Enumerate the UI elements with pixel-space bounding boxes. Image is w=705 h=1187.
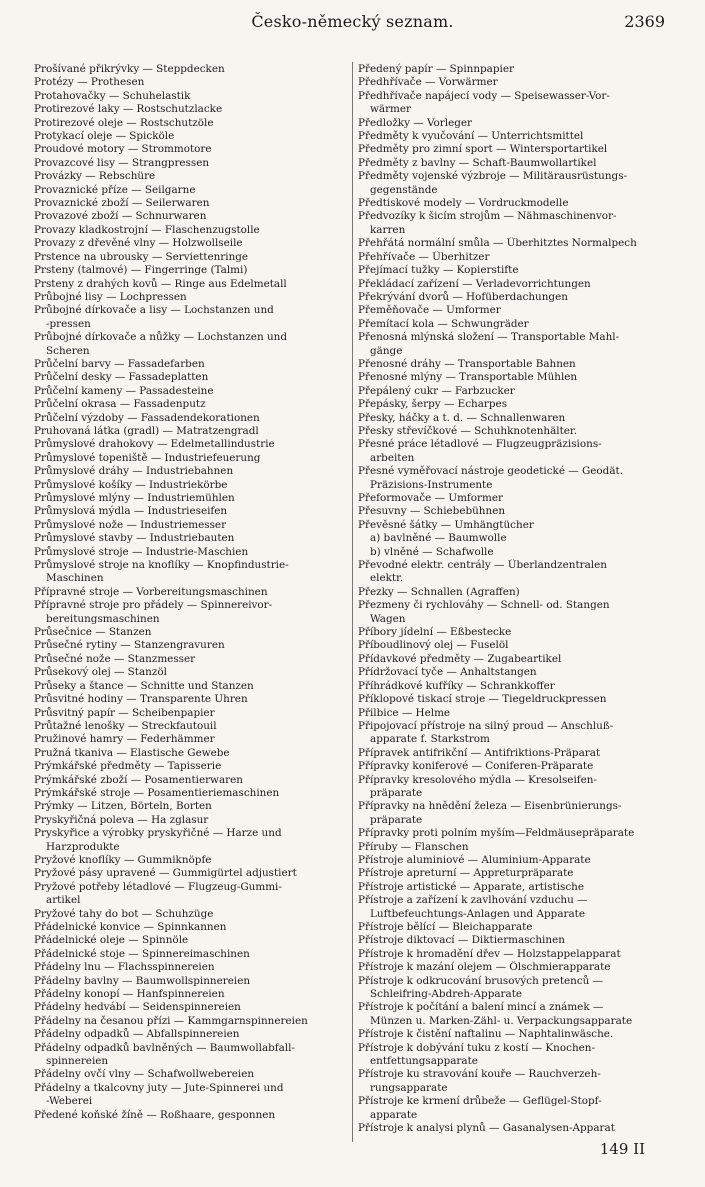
dictionary-entry: Přípravky kresolového mýdla — Kresolseifen-	[358, 773, 597, 786]
dictionary-entry: Přípravné stroje pro přádely — Spinnereivor-	[34, 599, 273, 612]
page-title: Česko-německý seznam.	[251, 12, 454, 31]
dictionary-entry: Prstence na ubrousky — Serviettenringe	[34, 250, 249, 263]
dictionary-entry: Průtažné lenošky — Streckfautouil	[34, 719, 217, 732]
dictionary-entry: Průmyslové stroje — Industrie-Maschien	[34, 545, 249, 558]
entry-continuation: karren	[370, 223, 406, 236]
dictionary-entry: Příboudlinový olej — Fuselöl	[358, 639, 509, 652]
dictionary-entry: Přípravky proti polním myším—Feldmäusepräparate	[358, 827, 635, 840]
dictionary-entry: Přádelnické konvice — Spinnkannen	[34, 921, 227, 933]
dictionary-entry: Průsekový olej — Stanzöl	[34, 666, 167, 679]
dictionary-entry: Přádelny a tkalcovny juty — Jute-Spinnerei und	[34, 1081, 284, 1094]
entry-continuation: Harzprodukte	[46, 840, 120, 853]
dictionary-entry: Pruhovaná látka (gradl) — Matratzengradl	[34, 424, 259, 437]
dictionary-entry: Pryskyřice a výrobky pryskyřičné — Harze und	[34, 827, 282, 840]
dictionary-entry: Přípravek antifrikční — Antifriktions-Präparat	[358, 746, 601, 759]
entry-continuation: elektr.	[370, 572, 404, 585]
entry-continuation: -pressen	[46, 317, 91, 330]
dictionary-entry: Přesné práce létadlové — Flugzeugpräzisions-	[358, 438, 602, 451]
dictionary-entry: Přehřátá normální smůla — Überhitztes Normalpech	[358, 237, 637, 250]
dictionary-entry: Provaznické příze — Seilgarne	[34, 183, 196, 196]
dictionary-entry: Předené koňské žíně — Roßhaare, gesponnen	[34, 1108, 276, 1121]
dictionary-entry: Provazcové lisy — Strangpressen	[34, 156, 210, 169]
dictionary-entry: Proudové motory — Strommotore	[34, 143, 212, 156]
dictionary-entry: Průsečnice — Stanzen	[34, 626, 152, 639]
dictionary-entry: Přemítací kola — Schwungräder	[358, 317, 529, 330]
dictionary-entry: Předhřívače napájecí vody — Speisewasser-Vor-	[358, 89, 610, 102]
dictionary-entry: Přeformovače — Umformer	[358, 492, 503, 504]
dictionary-entry: Provazy kladkostrojní — Flaschenzugstolle	[34, 223, 260, 236]
dictionary-entry: Přípravky koniferové — Coniferen-Präparate	[358, 760, 594, 773]
dictionary-entry: Průmyslové stavby — Industriebauten	[34, 532, 235, 545]
page-number: 2369	[624, 12, 665, 31]
column-divider	[352, 62, 353, 1142]
dictionary-entry: Průbojné dírkovače a nůžky — Lochstanzen und	[34, 331, 287, 344]
dictionary-entry: Přádelny lnu — Flachsspinnereien	[34, 961, 215, 974]
dictionary-entry: Předtiskové modely — Vordruckmodelle	[358, 197, 569, 210]
entry-continuation: entfettungsapparate	[370, 1055, 478, 1068]
dictionary-entry: Provázky — Rebschüre	[34, 170, 156, 183]
dictionary-entry: Přístroje k čistění naftalinu — Naphtalinwäsche.	[358, 1028, 614, 1041]
dictionary-entry: Průmyslové dráhy — Industriebahnen	[34, 465, 234, 478]
dictionary-entry: Příklopové tiskací stroje — Tiegeldruckpressen	[358, 693, 607, 706]
entry-continuation: Scheren	[46, 344, 90, 357]
dictionary-entry: Pryžové knoflíky — Gummiknöpfe	[34, 853, 212, 866]
dictionary-entry: Předený papír — Spinnpapier	[358, 63, 514, 75]
dictionary-entry: Prsteny z drahých kovů — Ringe aus Edelmetall	[34, 277, 287, 290]
dictionary-entry: Přenosné dráhy — Transportable Bahnen	[358, 357, 576, 370]
dictionary-entry: Přípravné stroje — Vorbereitungsmaschinen	[34, 585, 268, 598]
dictionary-entry: Příhrádkové kufříky — Schrankkoffer	[358, 679, 555, 692]
dictionary-entry: Připojovací přístroje na silný proud — Anschluß-	[358, 719, 614, 732]
dictionary-entry: Přádelny odpadků bavlněných — Baumwollabfall-	[34, 1041, 296, 1054]
dictionary-entry: Protirezové oleje — Rostschutzöle	[34, 116, 214, 129]
dictionary-entry: Provaznické zboží — Seilerwaren	[34, 197, 210, 210]
dictionary-entry: Přístroje ku stravování kouře — Rauchverzeh-	[358, 1068, 601, 1081]
dictionary-entry: Prýmkářské zboží — Posamentierwaren	[34, 773, 243, 786]
entry-continuation: apparate	[370, 1108, 418, 1121]
dictionary-entry: Přádelny konopí — Hanfspinnereien	[34, 988, 225, 1001]
dictionary-entry: Přístroje k mazání olejem — Ölschmierapparate	[358, 961, 611, 974]
dictionary-entry: Průčelní barvy — Fassadefarben	[34, 357, 205, 370]
dictionary-entry: Předměty vojenské výzbroje — Militärausrüstungs-	[358, 170, 628, 183]
dictionary-entry: Prošívané přikrývky — Steppdecken	[34, 63, 225, 75]
entry-continuation: Luftbefeuchtungs-Anlagen und Apparate	[370, 907, 586, 920]
dictionary-entry: Pryžové pásy upravené — Gummigürtel adjustiert	[34, 867, 297, 880]
dictionary-entry: Průčelní výzdoby — Fassadendekorationen	[34, 411, 260, 424]
page-header	[0, 8, 705, 38]
dictionary-entry: Pryžové tahy do bot — Schuhzüge	[34, 907, 214, 920]
dictionary-entry: Prýmkářské předměty — Tapisserie	[34, 760, 222, 773]
dictionary-entry: Přesky střevíčkové — Schuhknotenhälter.	[358, 424, 578, 437]
dictionary-entry: Předložky — Vorleger	[358, 116, 472, 129]
dictionary-entry: Přehřívače — Überhitzer	[358, 250, 490, 263]
dictionary-entry: Prýmkářské stroje — Posamentieriemaschinen	[34, 786, 280, 799]
dictionary-entry: Přádelny na česanou přízi — Kammgarnspinnereien	[34, 1014, 308, 1027]
entry-continuation: bereitungsmaschinen	[46, 612, 160, 625]
dictionary-entry: Příruby — Flanschen	[358, 840, 469, 853]
dictionary-entry: Průbojné dírkovače a lisy — Lochstanzen und	[34, 304, 274, 317]
dictionary-entry: Přepásky, šerpy — Echarpes	[358, 398, 508, 411]
dictionary-entry: Pružinové hamry — Federhämmer	[34, 733, 215, 746]
dictionary-entry: Prýmky — Litzen, Börteln, Borten	[34, 800, 212, 813]
dictionary-entry: Průmyslové nože — Industriemesser	[34, 518, 227, 531]
dictionary-entry: Průmyslové košíky — Industriekörbe	[34, 478, 228, 491]
dictionary-entry: Průbojné lisy — Lochpressen	[34, 290, 187, 303]
dictionary-entry: Průmyslové mlýny — Industriemühlen	[34, 492, 235, 504]
dictionary-entry: Přístroje a zařízení k zavlhování vzduchu —	[358, 894, 588, 907]
dictionary-entry: Přístroje artistické — Apparate, artistische	[358, 880, 585, 893]
entry-continuation: artikel	[46, 894, 81, 907]
dictionary-entry: Protézy — Prothesen	[34, 76, 145, 89]
entry-continuation: gänge	[370, 344, 403, 357]
dictionary-entry: Průčelní okrasa — Fassadenputz	[34, 398, 206, 411]
dictionary-entry: Přesné vyměřovací nástroje geodetické — Geodät.	[358, 465, 623, 478]
entry-continuation: präparate	[370, 813, 423, 826]
entry-continuation: apparate f. Starkstrom	[370, 733, 490, 746]
entry-continuation: rungsapparate	[370, 1081, 448, 1094]
dictionary-entry: Průsečné rytiny — Stanzengravuren	[34, 639, 225, 652]
dictionary-entry: Přípravky na hnědění železa — Eisenbrünierungs-	[358, 800, 622, 813]
dictionary-entry: Protykací oleje — Spicköle	[34, 130, 175, 143]
dictionary-entry: Přenosné mlýny — Transportable Mühlen	[358, 371, 578, 384]
right-column	[358, 63, 670, 1136]
dictionary-entry: Převodné elektr. centrály — Überlandzentralen	[358, 559, 607, 572]
dictionary-entry: Přístroje diktovací — Diktiermaschinen	[358, 934, 565, 947]
dictionary-entry: Pryžové potřeby létadlové — Flugzeug-Gummi-	[34, 880, 282, 893]
dictionary-entry: Přístroje k hromadění dřev — Holzstappelapparat	[358, 947, 621, 960]
dictionary-entry: Přádelny bavlny — Baumwollspinnereien	[34, 974, 251, 987]
dictionary-entry: Průsvitný papír — Scheibenpapier	[34, 706, 215, 719]
dictionary-entry: Průsečné nože — Stanzmesser	[34, 652, 196, 665]
dictionary-entry: Pryskyřičná poleva — Ha zglasur	[34, 813, 209, 826]
dictionary-entry: Předvozíky k šicím strojům — Nähmaschinenvor-	[358, 210, 617, 223]
dictionary-entry: Přádelny hedvábí — Seidenspinnereien	[34, 1001, 241, 1014]
dictionary-entry: Přezky — Schnallen (Agraffen)	[358, 585, 520, 598]
dictionary-entry: Průmyslové topeniště — Industriefeuerung	[34, 451, 261, 464]
dictionary-entry: Přístroje k dobývání tuku z kostí — Knochen-	[358, 1041, 595, 1054]
dictionary-entry: Provazy z dřevěné vlny — Holzwollseile	[34, 237, 243, 250]
dictionary-entry: Přilbice — Helme	[358, 706, 451, 719]
dictionary-entry: Přepálený cukr — Farbzucker	[358, 384, 515, 397]
dictionary-entry: Překládací zařízení — Verladevorrichtungen	[358, 277, 591, 290]
entry-continuation: a) bavlněné — Baumwolle	[370, 532, 507, 545]
dictionary-entry: Přeměňovače — Umformer	[358, 304, 501, 317]
entry-continuation: spinnereien	[46, 1055, 109, 1068]
entry-continuation: wärmer	[370, 103, 412, 116]
dictionary-entry: Pružná tkaniva — Elastische Gewebe	[34, 746, 230, 759]
dictionary-entry: Protahovačky — Schuhelastik	[34, 89, 191, 102]
dictionary-entry: Průsvitné hodiny — Transparente Uhren	[34, 693, 248, 706]
dictionary-entry: Průčelní desky — Fassadeplatten	[34, 371, 209, 384]
entry-continuation: arbeiten	[370, 451, 415, 464]
dictionary-entry: Průmyslové drahokovy — Edelmetallindustrie	[34, 438, 275, 451]
dictionary-entry: Předměty k vyučování — Unterrichtsmittel	[358, 130, 584, 143]
dictionary-entry: Přístroje k odkrucování brusových pretenců —	[358, 974, 604, 987]
dictionary-entry: Předhřívače — Vorwärmer	[358, 76, 498, 89]
dictionary-entry: Přádelny odpadků — Abfallspinnereien	[34, 1028, 240, 1041]
entry-continuation: Maschinen	[46, 572, 104, 585]
dictionary-entry: Přístroje apreturní — Appreturpräparate	[358, 867, 574, 880]
entry-continuation: präparate	[370, 786, 423, 799]
entry-continuation: b) vlněné — Schafwolle	[370, 545, 494, 558]
dictionary-entry: Předměty z bavlny — Schaft-Baumwollartikel	[358, 156, 597, 169]
dictionary-entry: Prsteny (talmové) — Fingerringe (Talmi)	[34, 264, 248, 277]
entry-continuation: Präzisions-Instrumente	[370, 478, 493, 491]
dictionary-entry: Přístroje k analysi plynů — Gasanalysen-Apparat	[358, 1122, 615, 1135]
dictionary-entry: Předměty pro zimní sport — Wintersportartikel	[358, 143, 608, 156]
entry-continuation: -Weberei	[46, 1095, 93, 1108]
dictionary-entry: Přístroje k počítání a balení mincí a známek —	[358, 1001, 604, 1014]
dictionary-entry: Průčelní kameny — Passadesteine	[34, 384, 214, 397]
dictionary-entry: Průmyslová mýdla — Industrieseifen	[34, 505, 228, 518]
dictionary-entry: Přádelnické stoje — Spinnereimaschinen	[34, 947, 250, 960]
entry-continuation: Schleifring-Abdreh-Apparate	[370, 988, 523, 1001]
dictionary-entry: Provazové zboží — Schnurwaren	[34, 210, 207, 223]
dictionary-entry: Přádelnické oleje — Spinnöle	[34, 934, 189, 947]
left-column	[34, 63, 346, 1122]
dictionary-entry: Přístroje ke krmení drůbeže — Geflügel-Stopf-	[358, 1095, 602, 1108]
dictionary-entry: Přístroje aluminiové — Aluminium-Apparate	[358, 853, 591, 866]
dictionary-entry: Protirezové laky — Rostschutzlacke	[34, 103, 223, 116]
dictionary-entry: Přejímací tužky — Kopierstifte	[358, 264, 519, 277]
dictionary-entry: Přídržovací tyče — Anhaltstangen	[358, 666, 537, 679]
dictionary-entry: Přesky, háčky a t. d. — Schnallenwaren	[358, 411, 566, 424]
dictionary-entry: Přezmeny či rychlováhy — Schnell- od. Stangen	[358, 599, 610, 612]
dictionary-entry: Průseky a štance — Schnitte und Stanzen	[34, 679, 254, 692]
dictionary-entry: Převěsné šátky — Umhängtücher	[358, 518, 534, 531]
dictionary-entry: Příbory jídelní — Eßbestecke	[358, 626, 512, 639]
printer-signature: 149 II	[599, 1140, 645, 1158]
dictionary-entry: Přídavkové předměty — Zugabeartikel	[358, 652, 562, 665]
dictionary-entry: Přenosná mlýnská složení — Transportable Mahl-	[358, 331, 620, 344]
entry-continuation: Münzen u. Marken-Zähl- u. Verpackungsapparate	[370, 1014, 633, 1027]
dictionary-entry: Překrývání dvorů — Hofüberdachungen	[358, 290, 568, 303]
dictionary-entry: Přádelny ovčí vlny — Schafwollwebereien	[34, 1068, 255, 1081]
dictionary-entry: Průmyslové stroje na knoflíky — Knopfindustrie-	[34, 559, 289, 572]
entry-continuation: gegenstände	[370, 183, 438, 196]
dictionary-entry: Přesuvny — Schiebebühnen	[358, 505, 506, 518]
dictionary-entry: Přístroje bělící — Bleichapparate	[358, 921, 533, 933]
entry-continuation: Wagen	[370, 612, 406, 625]
